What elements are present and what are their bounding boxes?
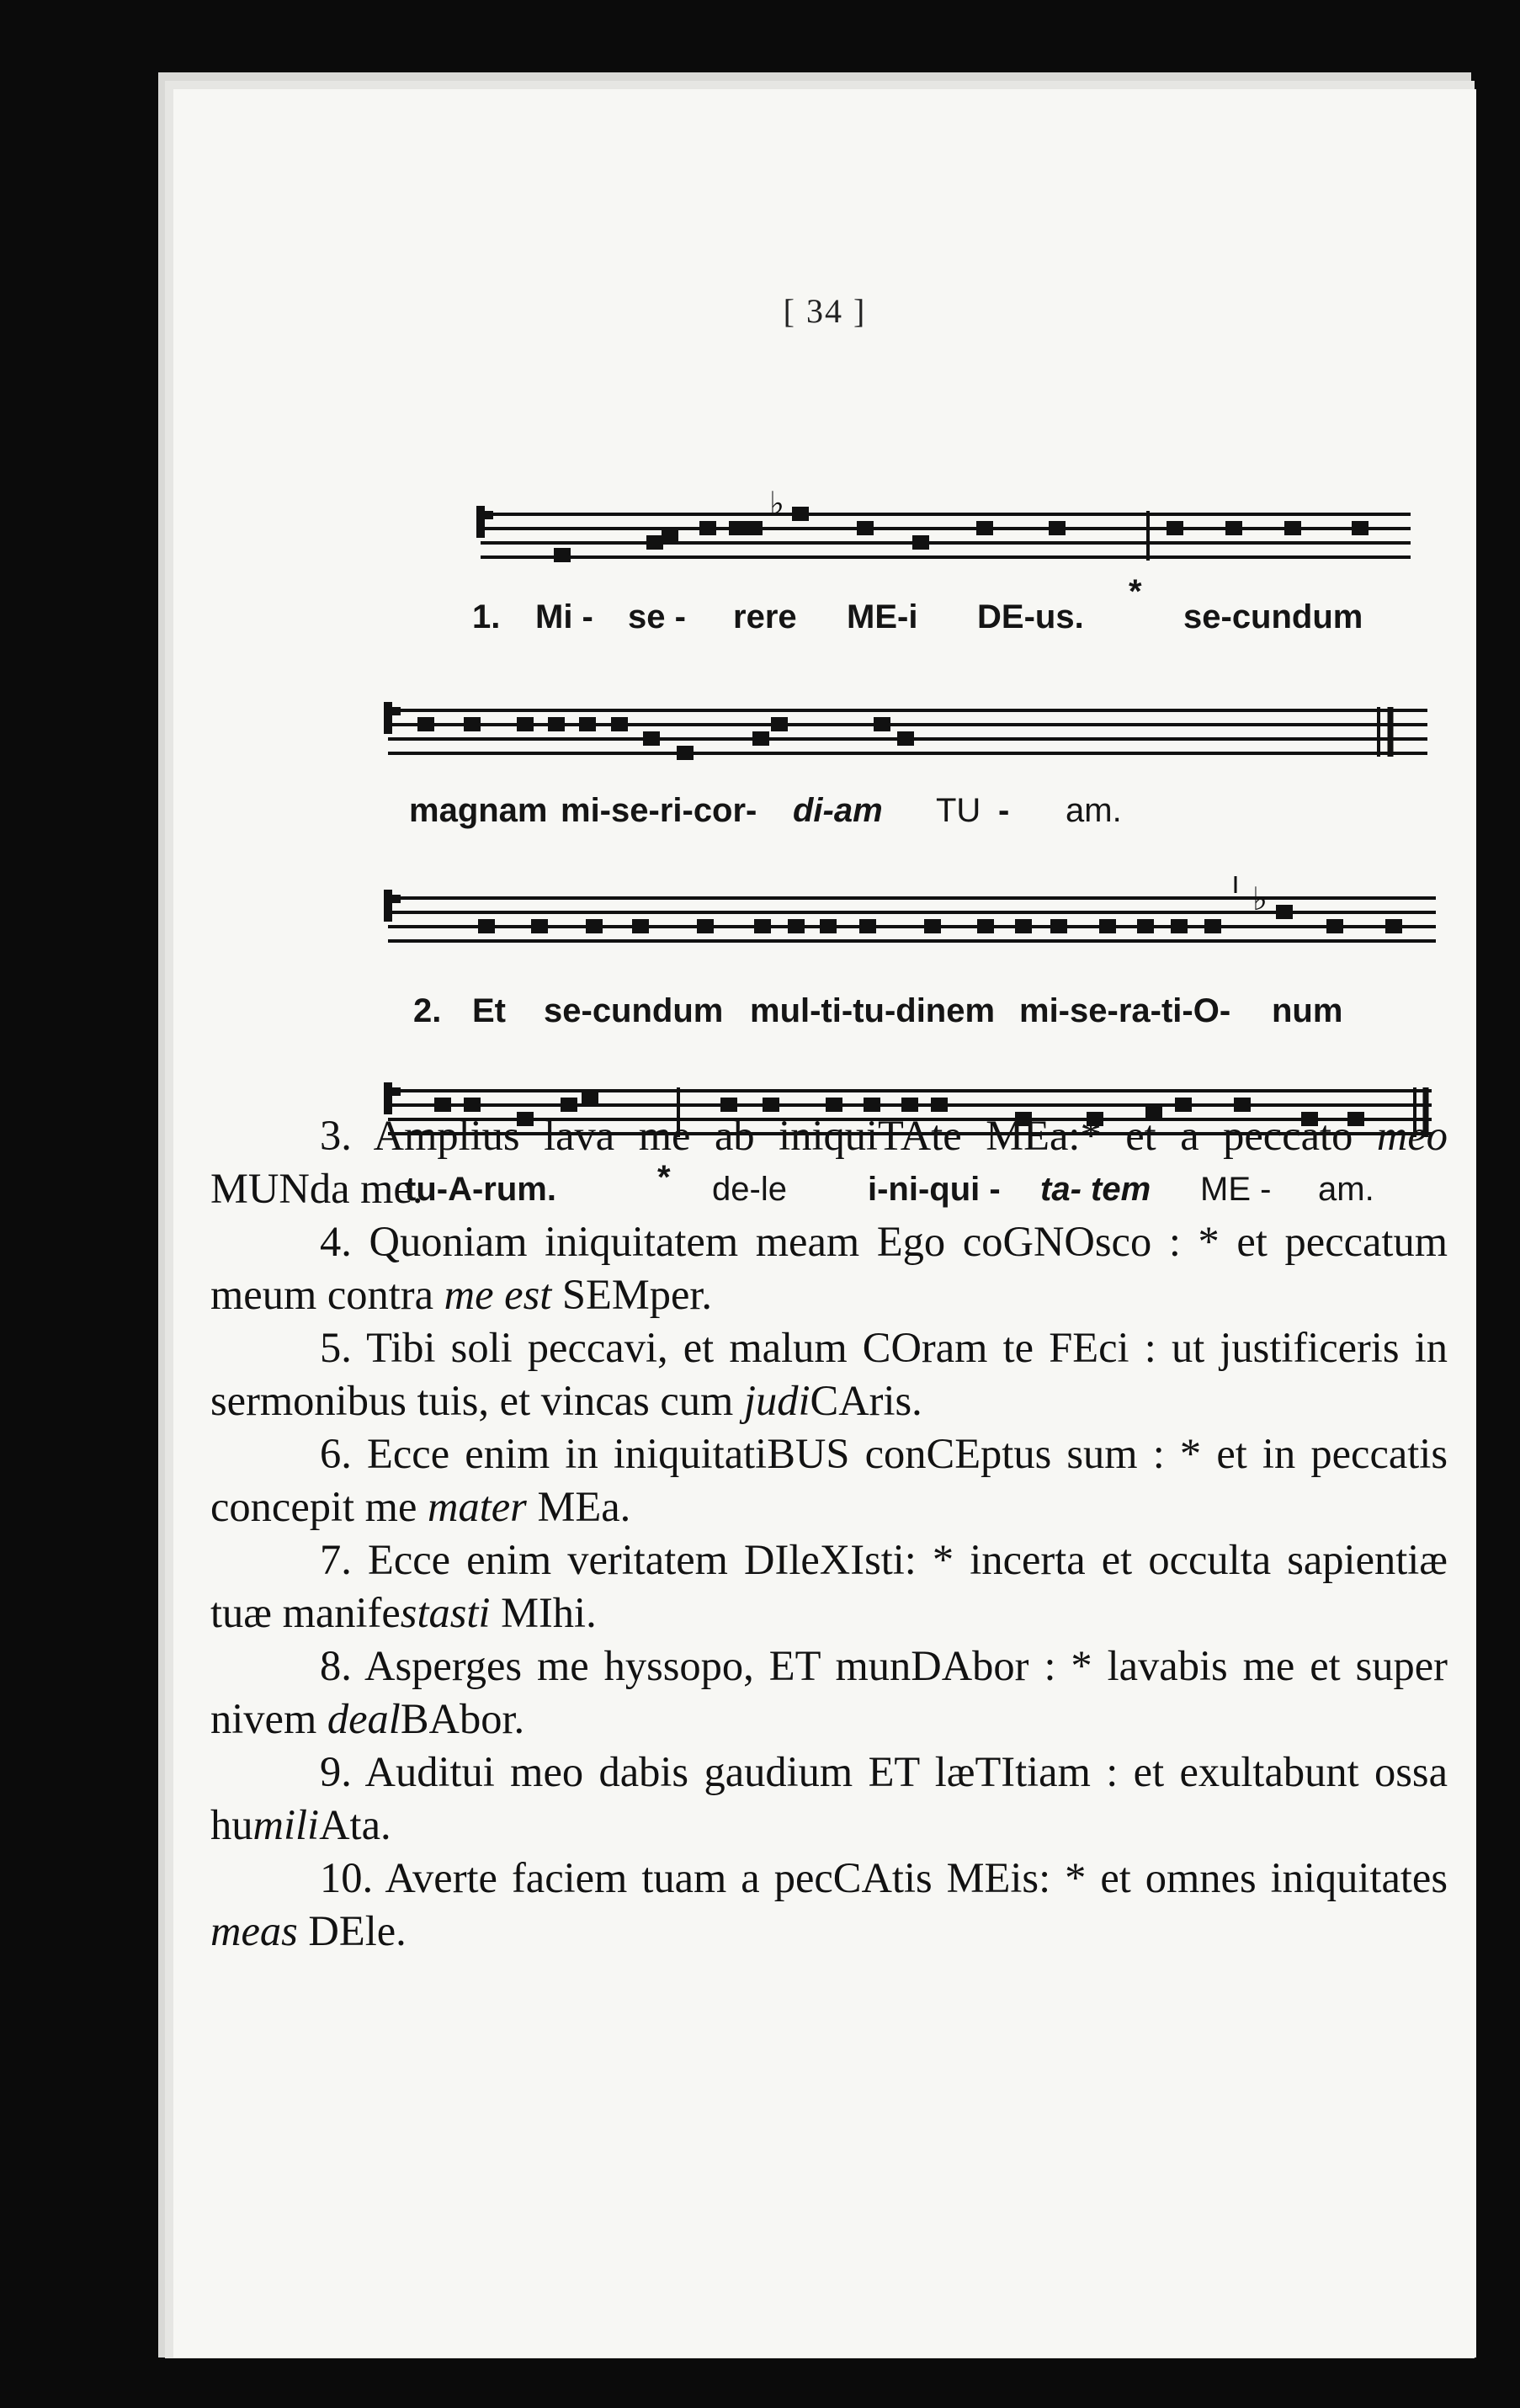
lyric-syllable: 2. <box>413 992 442 1029</box>
verse: 5. Tibi soli peccavi, et malum COram te FEci : ut justificeris in sermonibus tuis, et vincas cum judiCAris. <box>210 1324 1448 1424</box>
lyric-syllable: i-ni-qui - <box>868 1171 1001 1208</box>
lyric-syllable: ta- tem <box>1040 1171 1151 1208</box>
lyric-syllable: se-cundum <box>544 992 724 1029</box>
lyric-syllable: Et <box>472 992 506 1029</box>
verse: 4. Quoniam iniquitatem meam Ego coGNOsco : * et peccatum meum contra me est SEMper. <box>210 1218 1448 1318</box>
verse: 8. Asperges me hyssopo, ET munDAbor : * lavabis me et super nivem dealBAbor. <box>210 1642 1448 1742</box>
page-number: [ 34 ] <box>783 292 867 330</box>
verse: 9. Auditui meo dabis gaudium ET læTItiam : et exultabunt ossa humiliAta. <box>210 1748 1448 1848</box>
lyric-syllable: se-cundum <box>1183 598 1363 635</box>
lyric-syllable: - <box>998 792 1010 829</box>
lyric-syllable: * <box>657 1159 671 1196</box>
lyric-syllable: magnam <box>409 792 548 829</box>
lyric-syllable: am. <box>1066 792 1122 829</box>
staff-notation-3 <box>173 809 1476 977</box>
lyric-syllable: TU <box>936 792 981 829</box>
verse: 6. Ecce enim in iniquitatiBUS conCEptus sum : * et in peccatis concepit me mater MEa. <box>210 1430 1448 1530</box>
svg-text:♭: ♭ <box>769 485 784 522</box>
lyric-syllable: di-am <box>793 792 883 829</box>
verse: 7. Ecce enim veritatem DIleXIsti: * incerta et occulta sapientiæ tuæ manifestasti MIhi. <box>210 1536 1448 1636</box>
staff-notation-2 <box>173 619 1476 788</box>
staff-notation-1 <box>173 422 1476 590</box>
lyric-syllable: * <box>1129 573 1142 610</box>
lyric-syllable: de-le <box>712 1171 787 1208</box>
lyric-syllable: se - <box>628 598 686 635</box>
lyric-syllable: num <box>1272 992 1343 1029</box>
lyric-syllable: tu-A-rum. <box>405 1171 556 1208</box>
lyric-syllable: mul-ti-tu-dinem <box>750 992 996 1029</box>
lyric-syllable: am. <box>1318 1171 1374 1208</box>
psalm-verses <box>210 1109 1448 1958</box>
lyric-syllable: Mi - <box>535 598 593 635</box>
lyric-syllable: ME-i <box>847 598 918 635</box>
lyric-syllable: ME - <box>1200 1171 1272 1208</box>
lyric-syllable: mi-se-ri-cor- <box>561 792 757 829</box>
lyric-syllable: mi-se-ra-ti-O- <box>1019 992 1231 1029</box>
verse: 3. Amplius lava me ab iniquiTAte MEa:* et a peccato meo MUNda me. <box>210 1112 1448 1212</box>
svg-text:♭: ♭ <box>1252 880 1268 917</box>
lyric-syllable: rere <box>733 598 797 635</box>
lyric-syllable: DE-us. <box>977 598 1084 635</box>
verse: 10. Averte faciem tuam a pecCAtis MEis: * et omnes iniquitates meas DEle. <box>210 1854 1448 1954</box>
lyric-syllable: 1. <box>472 598 501 635</box>
